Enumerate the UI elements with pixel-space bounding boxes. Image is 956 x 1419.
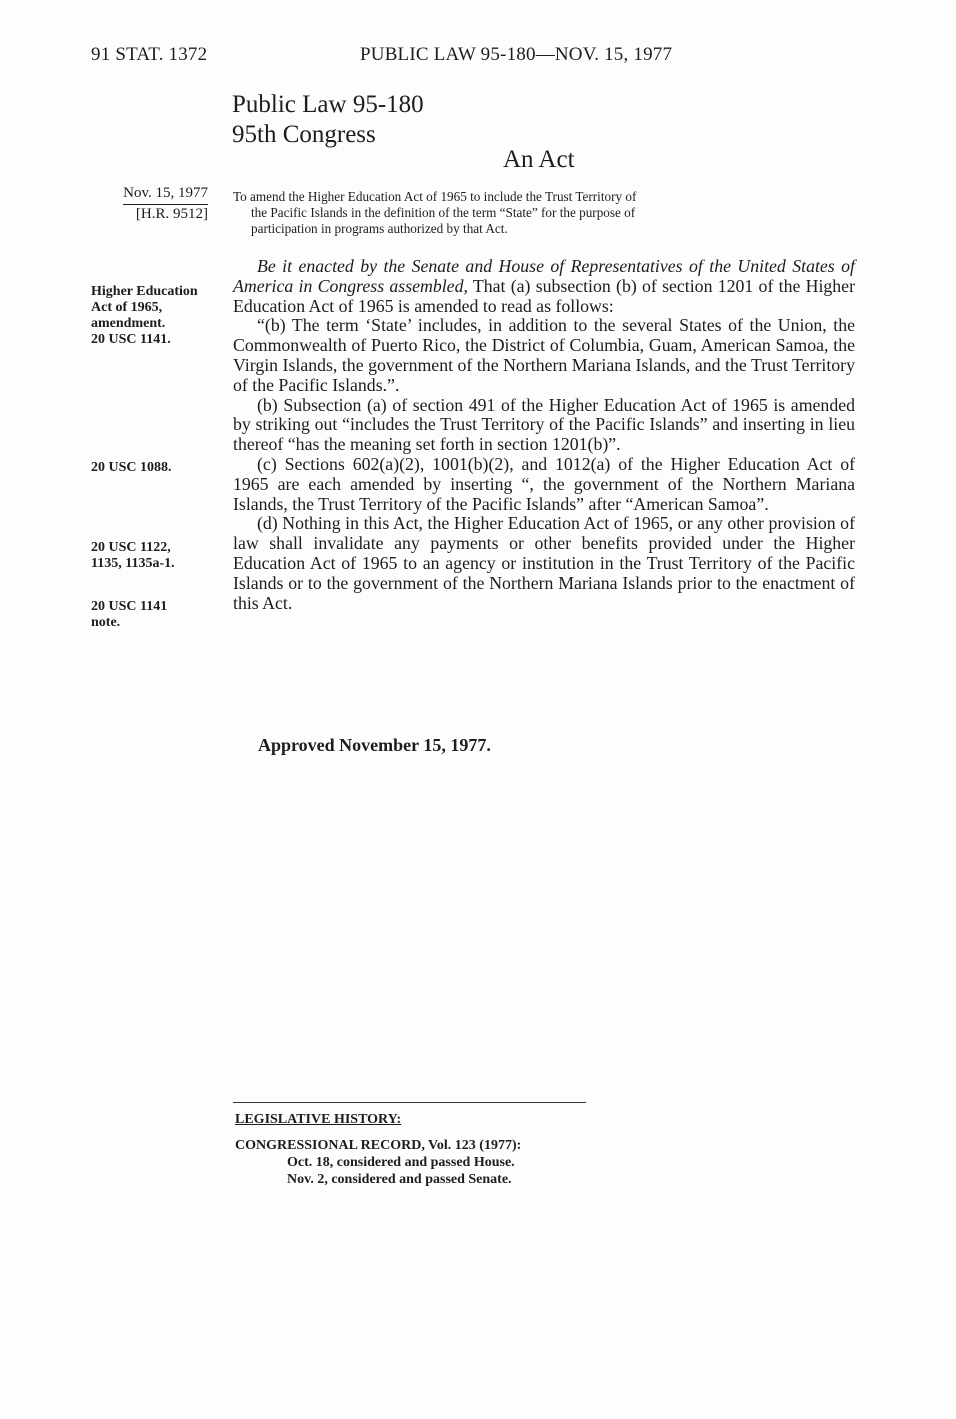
act-synopsis xyxy=(233,189,855,237)
section-c: (c) Sections 602(a)(2), 1001(b)(2), and 1012(a) of the Higher Education Act of 1965 are each amended by inserting “, the government of the Northern Mariana Islands, the Trust Territory of the Pacific Islands” after “American Samoa”. xyxy=(233,453,855,514)
enacting-formula: Be it enacted by the Senate and House of Representatives of the United States of America in Congress assembled, xyxy=(233,256,855,296)
running-title: PUBLIC LAW 95-180—NOV. 15, 1977 xyxy=(360,44,673,65)
section-b: (b) Subsection (a) of section 491 of the Higher Education Act of 1965 is amended by striking out “includes the Trust Territory of the Pacific Islands” and inserting in lieu thereof “has the meaning set forth in section 1201(b)”. xyxy=(233,394,855,455)
margin-note-1122 xyxy=(91,540,223,572)
margin-note-1141-note xyxy=(91,599,223,631)
margin-note-line: 20 USC 1141 xyxy=(91,599,168,614)
margin-note-line: Higher Education xyxy=(91,284,198,299)
enacting-clause xyxy=(233,257,855,316)
section-d: (d) Nothing in this Act, the Higher Education Act of 1965, or any other provision of law shall invalidate any payments or other benefits provided under the Higher Education Act of 1965 to an agency or institution in the Trust Territory of the Pacific Islands or to the government of the Northern Mariana Islands prior to the enactment of this Act. xyxy=(233,513,855,613)
synopsis-line: the Pacific Islands in the definition of the term “State” for the purpose of xyxy=(251,205,636,220)
margin-date: Nov. 15, 1977 xyxy=(123,184,208,205)
history-entry: Oct. 18, considered and passed House. xyxy=(287,1155,515,1170)
history-label: LEGISLATIVE HISTORY: xyxy=(235,1112,402,1127)
section-a: That (a) subsection (b) of section 1201 of the Higher Education Act of 1965 is amended to read as follows: xyxy=(233,275,855,316)
congress-number: 95th Congress xyxy=(232,121,376,148)
margin-note-line: 1135, 1135a-1. xyxy=(91,556,175,571)
margin-note-line: Act of 1965, xyxy=(91,300,163,315)
act-body xyxy=(233,257,855,613)
act-heading: An Act xyxy=(503,146,575,173)
public-law-number: Public Law 95-180 xyxy=(232,91,424,118)
margin-date-bill xyxy=(91,184,208,224)
synopsis-line: To amend the Higher Education Act of 1965 to include the Trust Territory of xyxy=(233,189,637,204)
congressional-record: CONGRESSIONAL RECORD, Vol. 123 (1977): xyxy=(235,1138,522,1153)
quoted-subsection-b: “(b) The term ‘State’ includes, in addition to the several States of the Union, the Commonwealth of Puerto Rico, the District of Columbia, Guam, American Samoa, the Virgin Islands, the government of the Northern Mariana Islands, and the Trust Territory of the Pacific Islands.”. xyxy=(233,315,855,395)
margin-note-1088: 20 USC 1088. xyxy=(91,460,172,475)
legislative-history xyxy=(235,1111,521,1188)
approval-date: Approved November 15, 1977. xyxy=(258,735,491,755)
margin-bill-number: [H.R. 9512] xyxy=(135,206,208,222)
margin-note-line: note. xyxy=(91,615,121,630)
history-entry: Nov. 2, considered and passed Senate. xyxy=(287,1172,512,1187)
history-divider xyxy=(233,1102,586,1103)
margin-note-line: amendment. xyxy=(91,316,166,331)
page-reference: 91 STAT. 1372 xyxy=(91,44,208,65)
synopsis-line: participation in programs authorized by that Act. xyxy=(251,221,508,236)
margin-note-line: 20 USC 1141. xyxy=(91,332,171,347)
margin-note-amendment xyxy=(91,284,223,348)
law-title-block xyxy=(232,90,424,150)
margin-note-line: 20 USC 1122, xyxy=(91,540,171,555)
